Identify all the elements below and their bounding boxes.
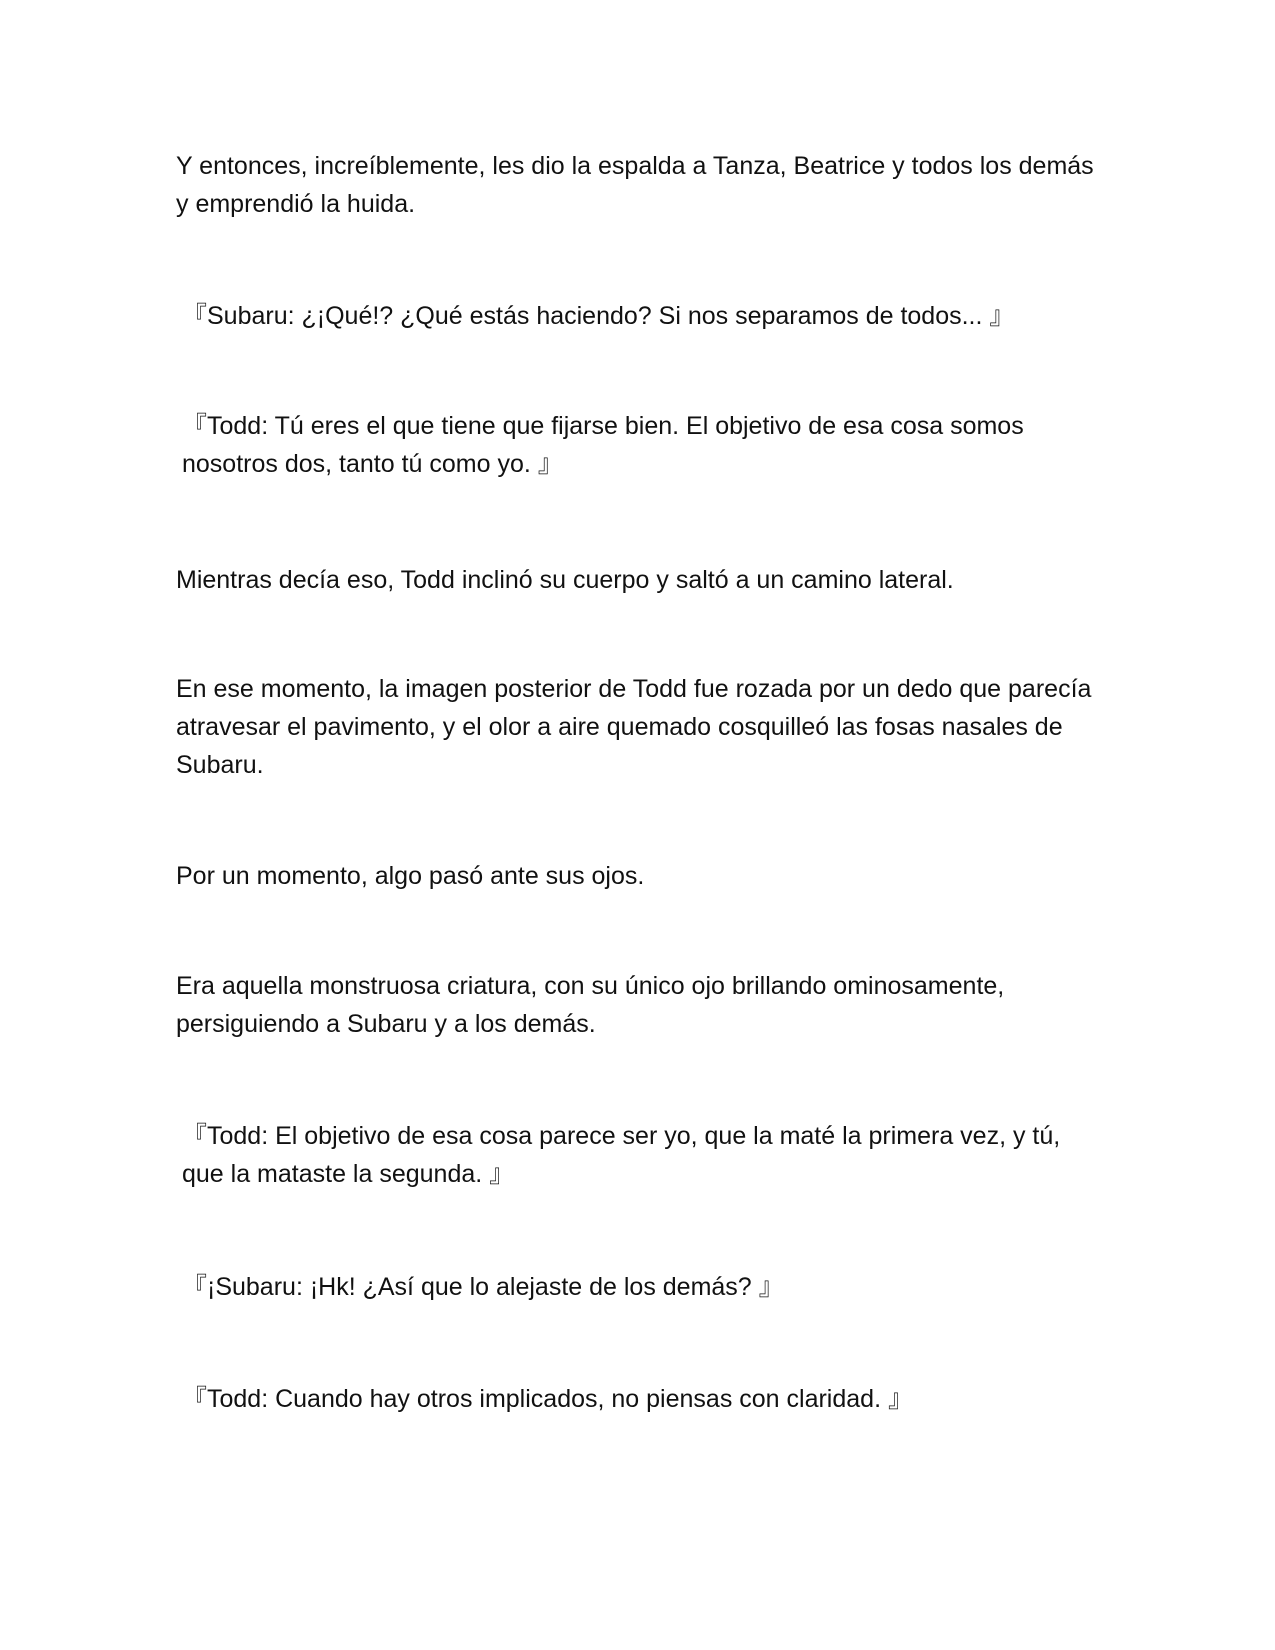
narration-paragraph: Mientras decía eso, Todd inclinó su cuerpo y saltó a un camino lateral.: [176, 566, 954, 594]
dialogue-line-todd: 『Todd: Cuando hay otros implicados, no piensas con claridad. 』: [182, 1385, 913, 1413]
narration-paragraph: Era aquella monstruosa criatura, con su único ojo brillando ominosamente, persiguiendo a Subaru y a los demás.: [176, 972, 1005, 1038]
narration-paragraph: Por un momento, algo pasó ante sus ojos.: [176, 862, 645, 890]
narration-paragraph: En ese momento, la imagen posterior de Todd fue rozada por un dedo que parecía atravesar el pavimento, y el olor a aire quemado cosquilleó las fosas nasales de Subaru.: [176, 675, 1092, 779]
dialogue-line-todd: 『Todd: Tú eres el que tiene que fijarse bien. El objetivo de esa cosa somos nosotros dos, tanto tú como yo. 』: [182, 412, 1024, 478]
dialogue-line-subaru: 『Subaru: ¿¡Qué!? ¿Qué estás haciendo? Si nos separamos de todos... 』: [182, 302, 1015, 330]
narration-paragraph: Y entonces, increíblemente, les dio la espalda a Tanza, Beatrice y todos los demás y emprendió la huida.: [176, 152, 1094, 218]
dialogue-line-todd: 『Todd: El objetivo de esa cosa parece ser yo, que la maté la primera vez, y tú, que la mataste la segunda. 』: [182, 1122, 1061, 1188]
dialogue-line-subaru: 『¡Subaru: ¡Hk! ¿Así que lo alejaste de los demás? 』: [182, 1273, 784, 1301]
